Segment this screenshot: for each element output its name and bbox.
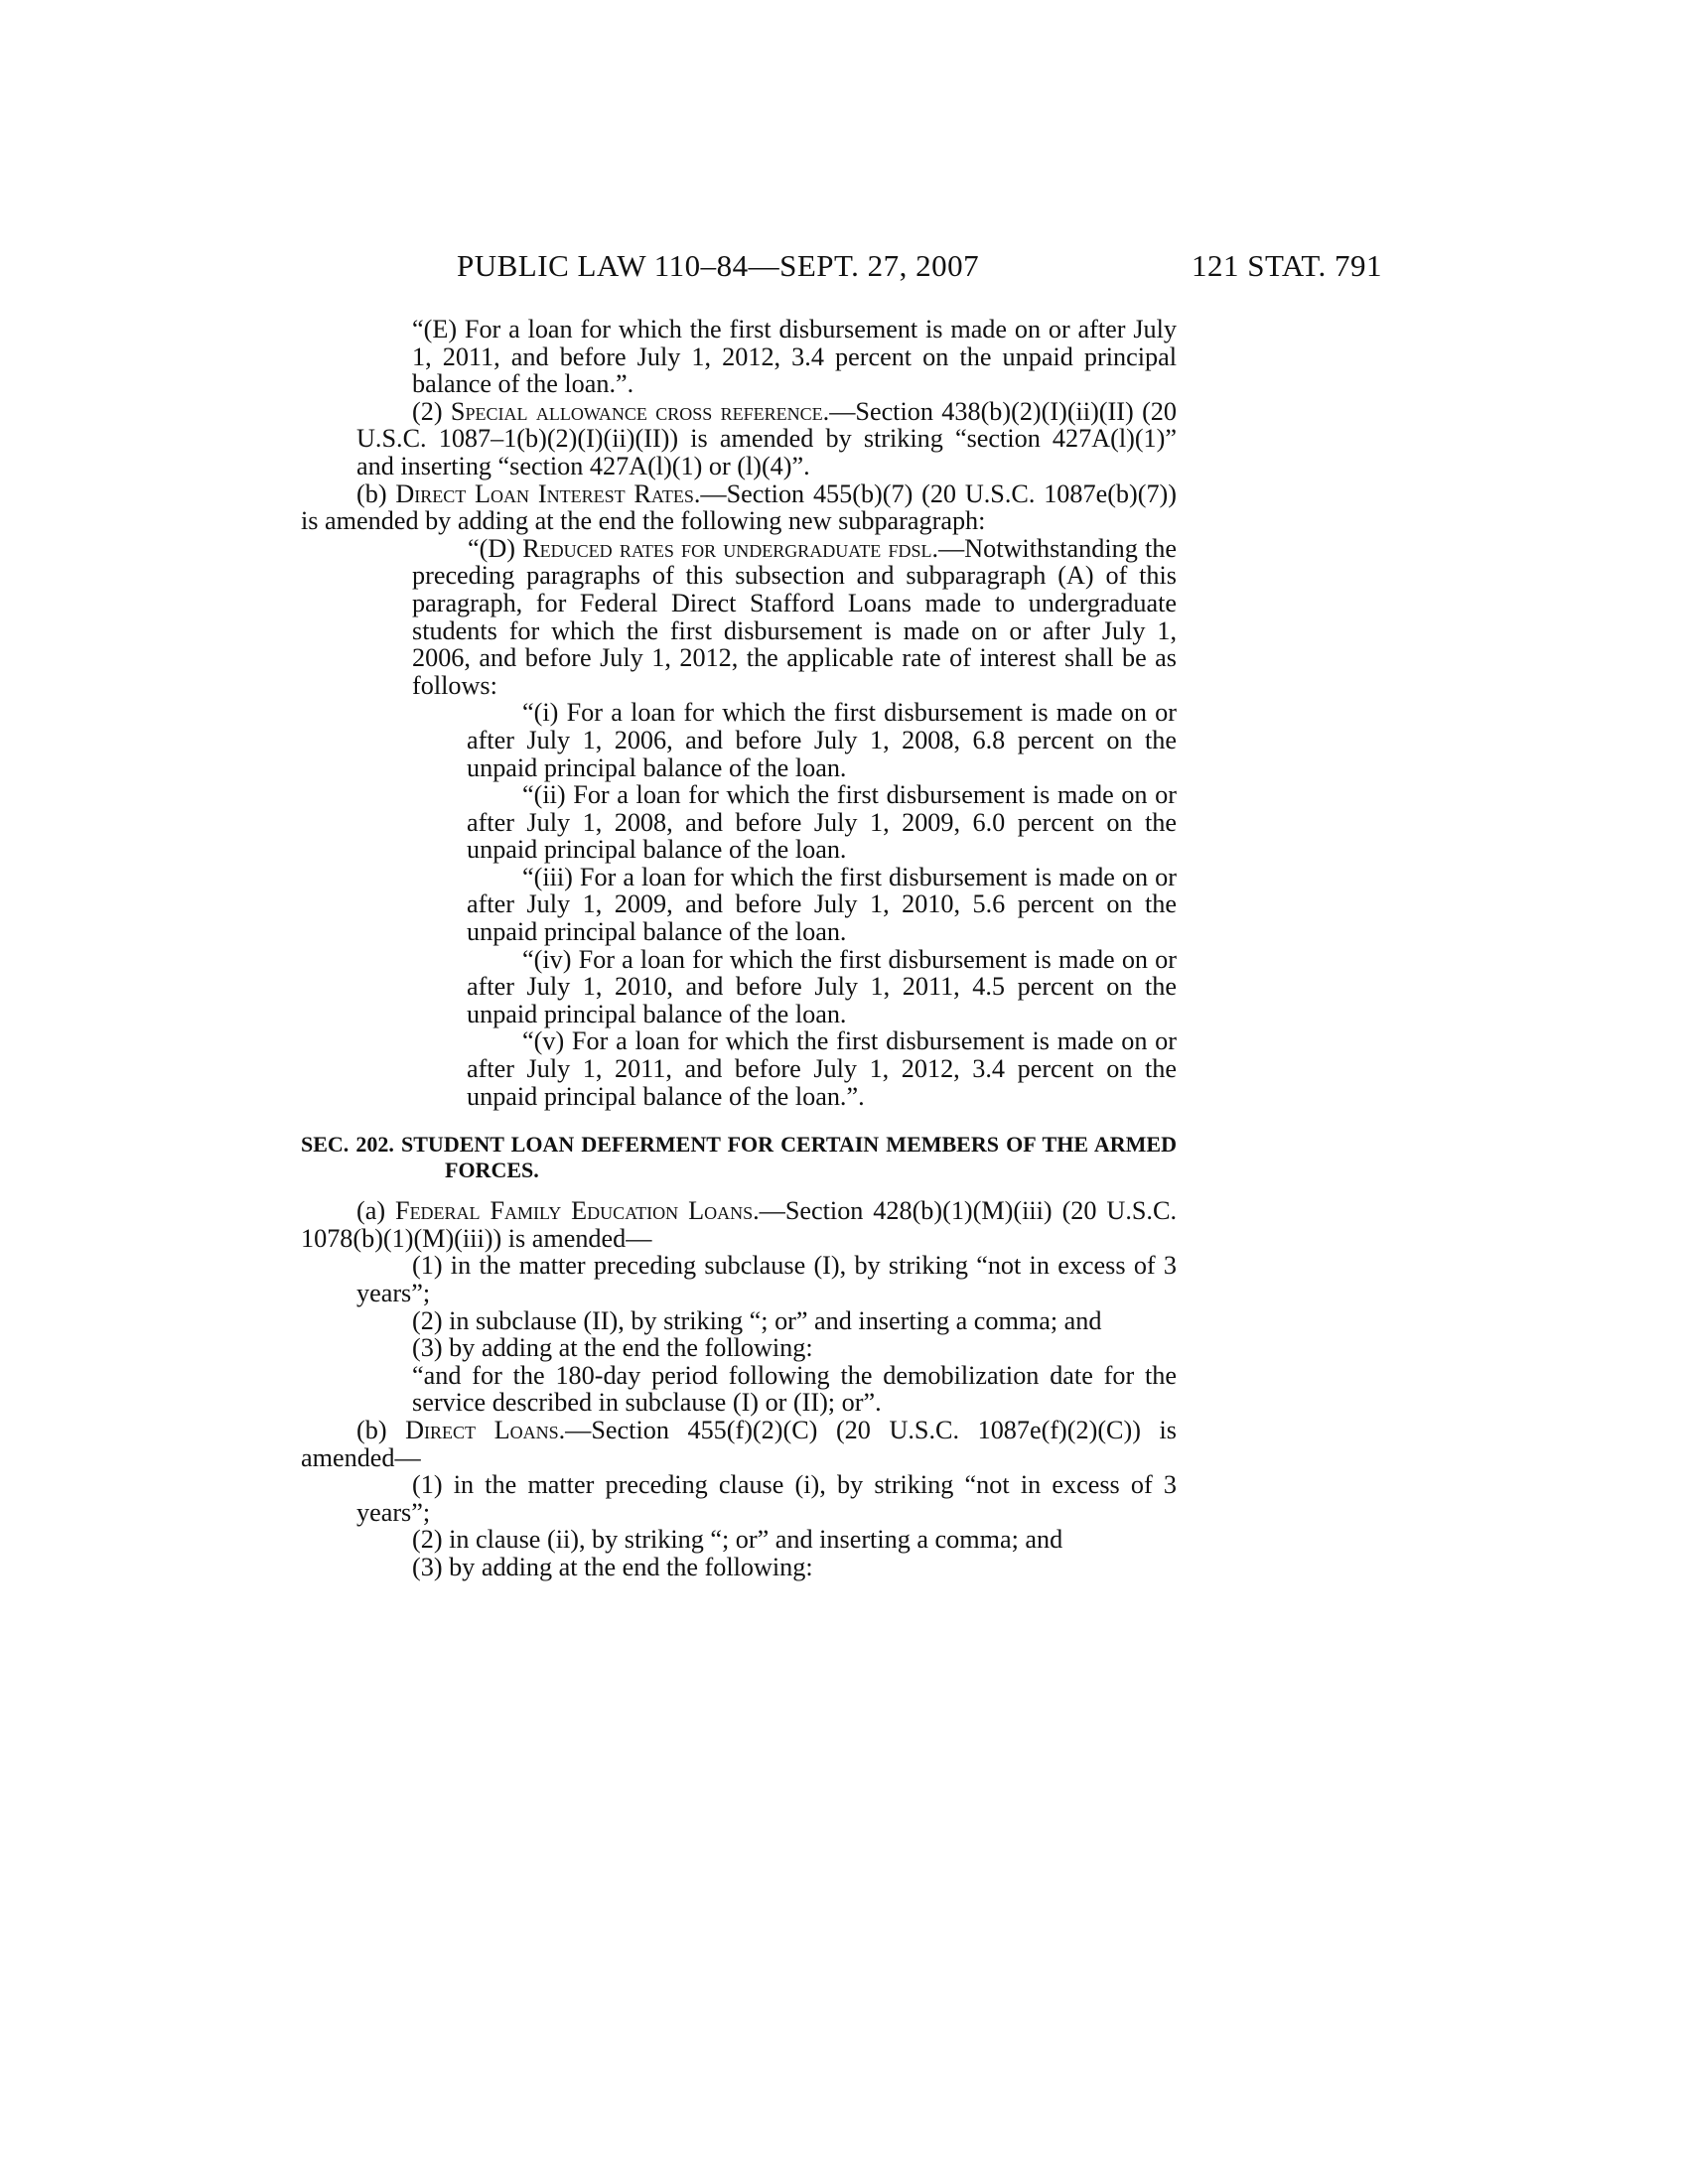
paragraph-2: (2) Special allowance cross reference.—Section 438(b)(2)(I)(ii)(II) (20 U.S.C. 1087–1(b)(2)(I)(ii)(II)) is amended by striking “section 427A(l)(1)” and inserting “section 427A(l)(1) or (l)(4)”. [356,396,1177,480]
clause-ii: “(ii) For a loan for which the first disbursement is made on or after July 1, 2008, and before July 1, 2009, 6.0 percent on the unpaid principal balance of the loan. [467,780,1177,865]
subsection-b: (b) Direct Loan Interest Rates.—Section 455(b)(7) (20 U.S.C. 1087e(b)(7)) is amended by adding at the end the following new subparagraph: [301,478,1177,536]
subsection-a-item-2: (2) in subclause (II), by striking “; or” and inserting a comma; and [412,1305,1102,1335]
subsection-a: (a) Federal Family Education Loans.—Section 428(b)(1)(M)(iii) (20 U.S.C. 1078(b)(1)(M)(iii)) is amended— [301,1196,1177,1253]
section-heading: SEC. 202. STUDENT LOAN DEFERMENT FOR CERTAIN MEMBERS OF THE ARMED FORCES. [301,1132,1177,1183]
subsection-a-quoted-text: “and for the 180-day period following the demobilization date for the service described in subclause (I) or (II); or”. [412,1360,1177,1418]
clause-e: “(E) For a loan for which the first disbursement is made on or after July 1, 2011, and before July 1, 2012, 3.4 percent on the unpaid principal balance of the loan.”. [412,315,1177,399]
subsection-b-direct-loans: (b) Direct Loans.—Section 455(f)(2)(C) (20 U.S.C. 1087e(f)(2)(C)) is amended— [301,1415,1177,1472]
subsection-a-item-1: (1) in the matter preceding subclause (I), by striking “not in excess of 3 years”; [356,1251,1177,1307]
document-body [301,316,1177,1581]
clause-iii: “(iii) For a loan for which the first disbursement is made on or after July 1, 2009, and before July 1, 2010, 5.6 percent on the unpaid principal balance of the loan. [467,862,1177,947]
clause-i: “(i) For a loan for which the first disbursement is made on or after July 1, 2006, and before July 1, 2008, 6.8 percent on the unpaid principal balance of the loan. [467,698,1177,782]
subsection-a-item-3: (3) by adding at the end the following: [412,1333,813,1363]
page-header [0,248,1688,288]
subsection-b-item-2: (2) in clause (ii), by striking “; or” and inserting a comma; and [412,1525,1063,1555]
subsection-b-item-3: (3) by adding at the end the following: [412,1552,813,1581]
clause-v: “(v) For a loan for which the first disbursement is made on or after July 1, 2011, and before July 1, 2012, 3.4 percent on the unpaid principal balance of the loan.”. [467,1026,1177,1111]
clause-iv: “(iv) For a loan for which the first disbursement is made on or after July 1, 2010, and before July 1, 2011, 4.5 percent on the unpaid principal balance of the loan. [467,944,1177,1028]
statute-page-number: 121 STAT. 791 [1191,248,1382,283]
running-title: PUBLIC LAW 110–84—SEPT. 27, 2007 [457,248,980,283]
subparagraph-d: “(D) Reduced rates for undergraduate fdsl.—Notwithstanding the preceding paragraphs of this subsection and subparagraph (A) of this paragraph, for Federal Direct Stafford Loans made to undergraduate students for which the first disbursement is made on or after July 1, 2006, and before July 1, 2012, the applicable rate of interest shall be as follows: [412,533,1178,700]
subsection-b-item-1: (1) in the matter preceding clause (i), by striking “not in excess of 3 years”; [356,1470,1177,1527]
